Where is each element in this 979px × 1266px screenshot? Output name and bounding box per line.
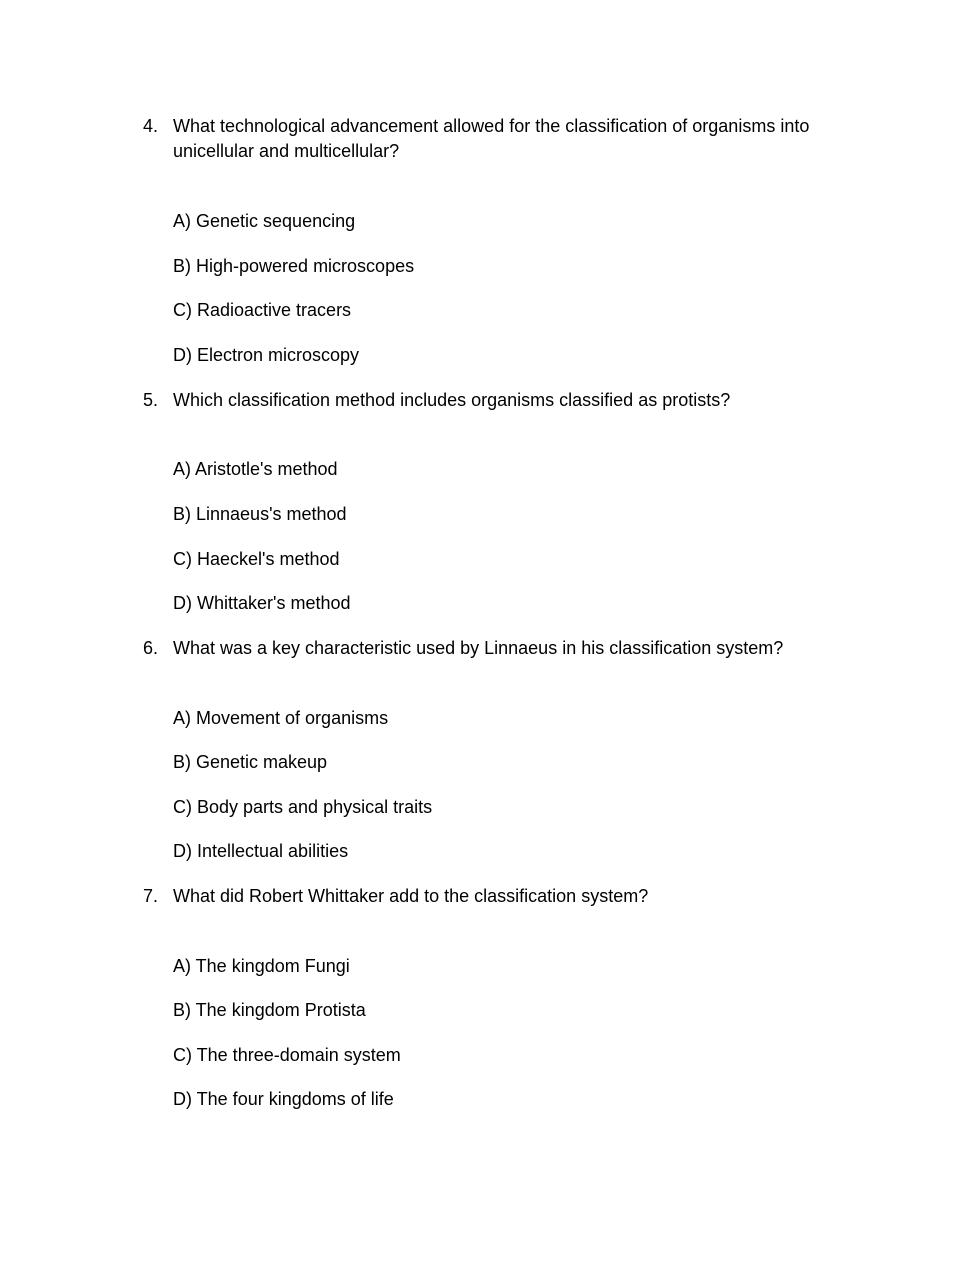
question-text: What technological advancement allowed for the classification of organisms into unicellular and multicellular? bbox=[173, 116, 810, 161]
question-text: What was a key characteristic used by Linnaeus in his classification system? bbox=[173, 638, 784, 658]
question-7 bbox=[143, 884, 863, 909]
question-number: 4. bbox=[143, 116, 159, 136]
answer-option: A) Movement of organisms bbox=[173, 708, 389, 728]
question-5 bbox=[143, 388, 863, 413]
answer-option: D) Intellectual abilities bbox=[173, 841, 349, 861]
answer-option: B) High-powered microscopes bbox=[173, 256, 415, 276]
question-number: 6. bbox=[143, 638, 159, 658]
answer-option: D) The four kingdoms of life bbox=[173, 1089, 394, 1109]
answer-option: B) Genetic makeup bbox=[173, 752, 328, 772]
question-4 bbox=[143, 114, 863, 164]
answer-option: A) Genetic sequencing bbox=[173, 211, 356, 231]
question-text: Which classification method includes organisms classified as protists? bbox=[173, 390, 731, 410]
answer-option: D) Whittaker's method bbox=[173, 593, 351, 613]
answer-option: A) The kingdom Fungi bbox=[173, 956, 350, 976]
answer-option: B) The kingdom Protista bbox=[173, 1000, 366, 1020]
answer-option: B) Linnaeus's method bbox=[173, 504, 347, 524]
answer-option: C) Body parts and physical traits bbox=[173, 797, 433, 817]
question-number: 7. bbox=[143, 886, 159, 906]
question-6 bbox=[143, 636, 863, 661]
answer-option: D) Electron microscopy bbox=[173, 345, 360, 365]
question-number: 5. bbox=[143, 390, 159, 410]
answer-option: C) The three-domain system bbox=[173, 1045, 401, 1065]
question-text: What did Robert Whittaker add to the classification system? bbox=[173, 886, 649, 906]
answer-option: C) Haeckel's method bbox=[173, 549, 340, 569]
answer-option: A) Aristotle's method bbox=[173, 459, 338, 479]
answer-option: C) Radioactive tracers bbox=[173, 300, 352, 320]
